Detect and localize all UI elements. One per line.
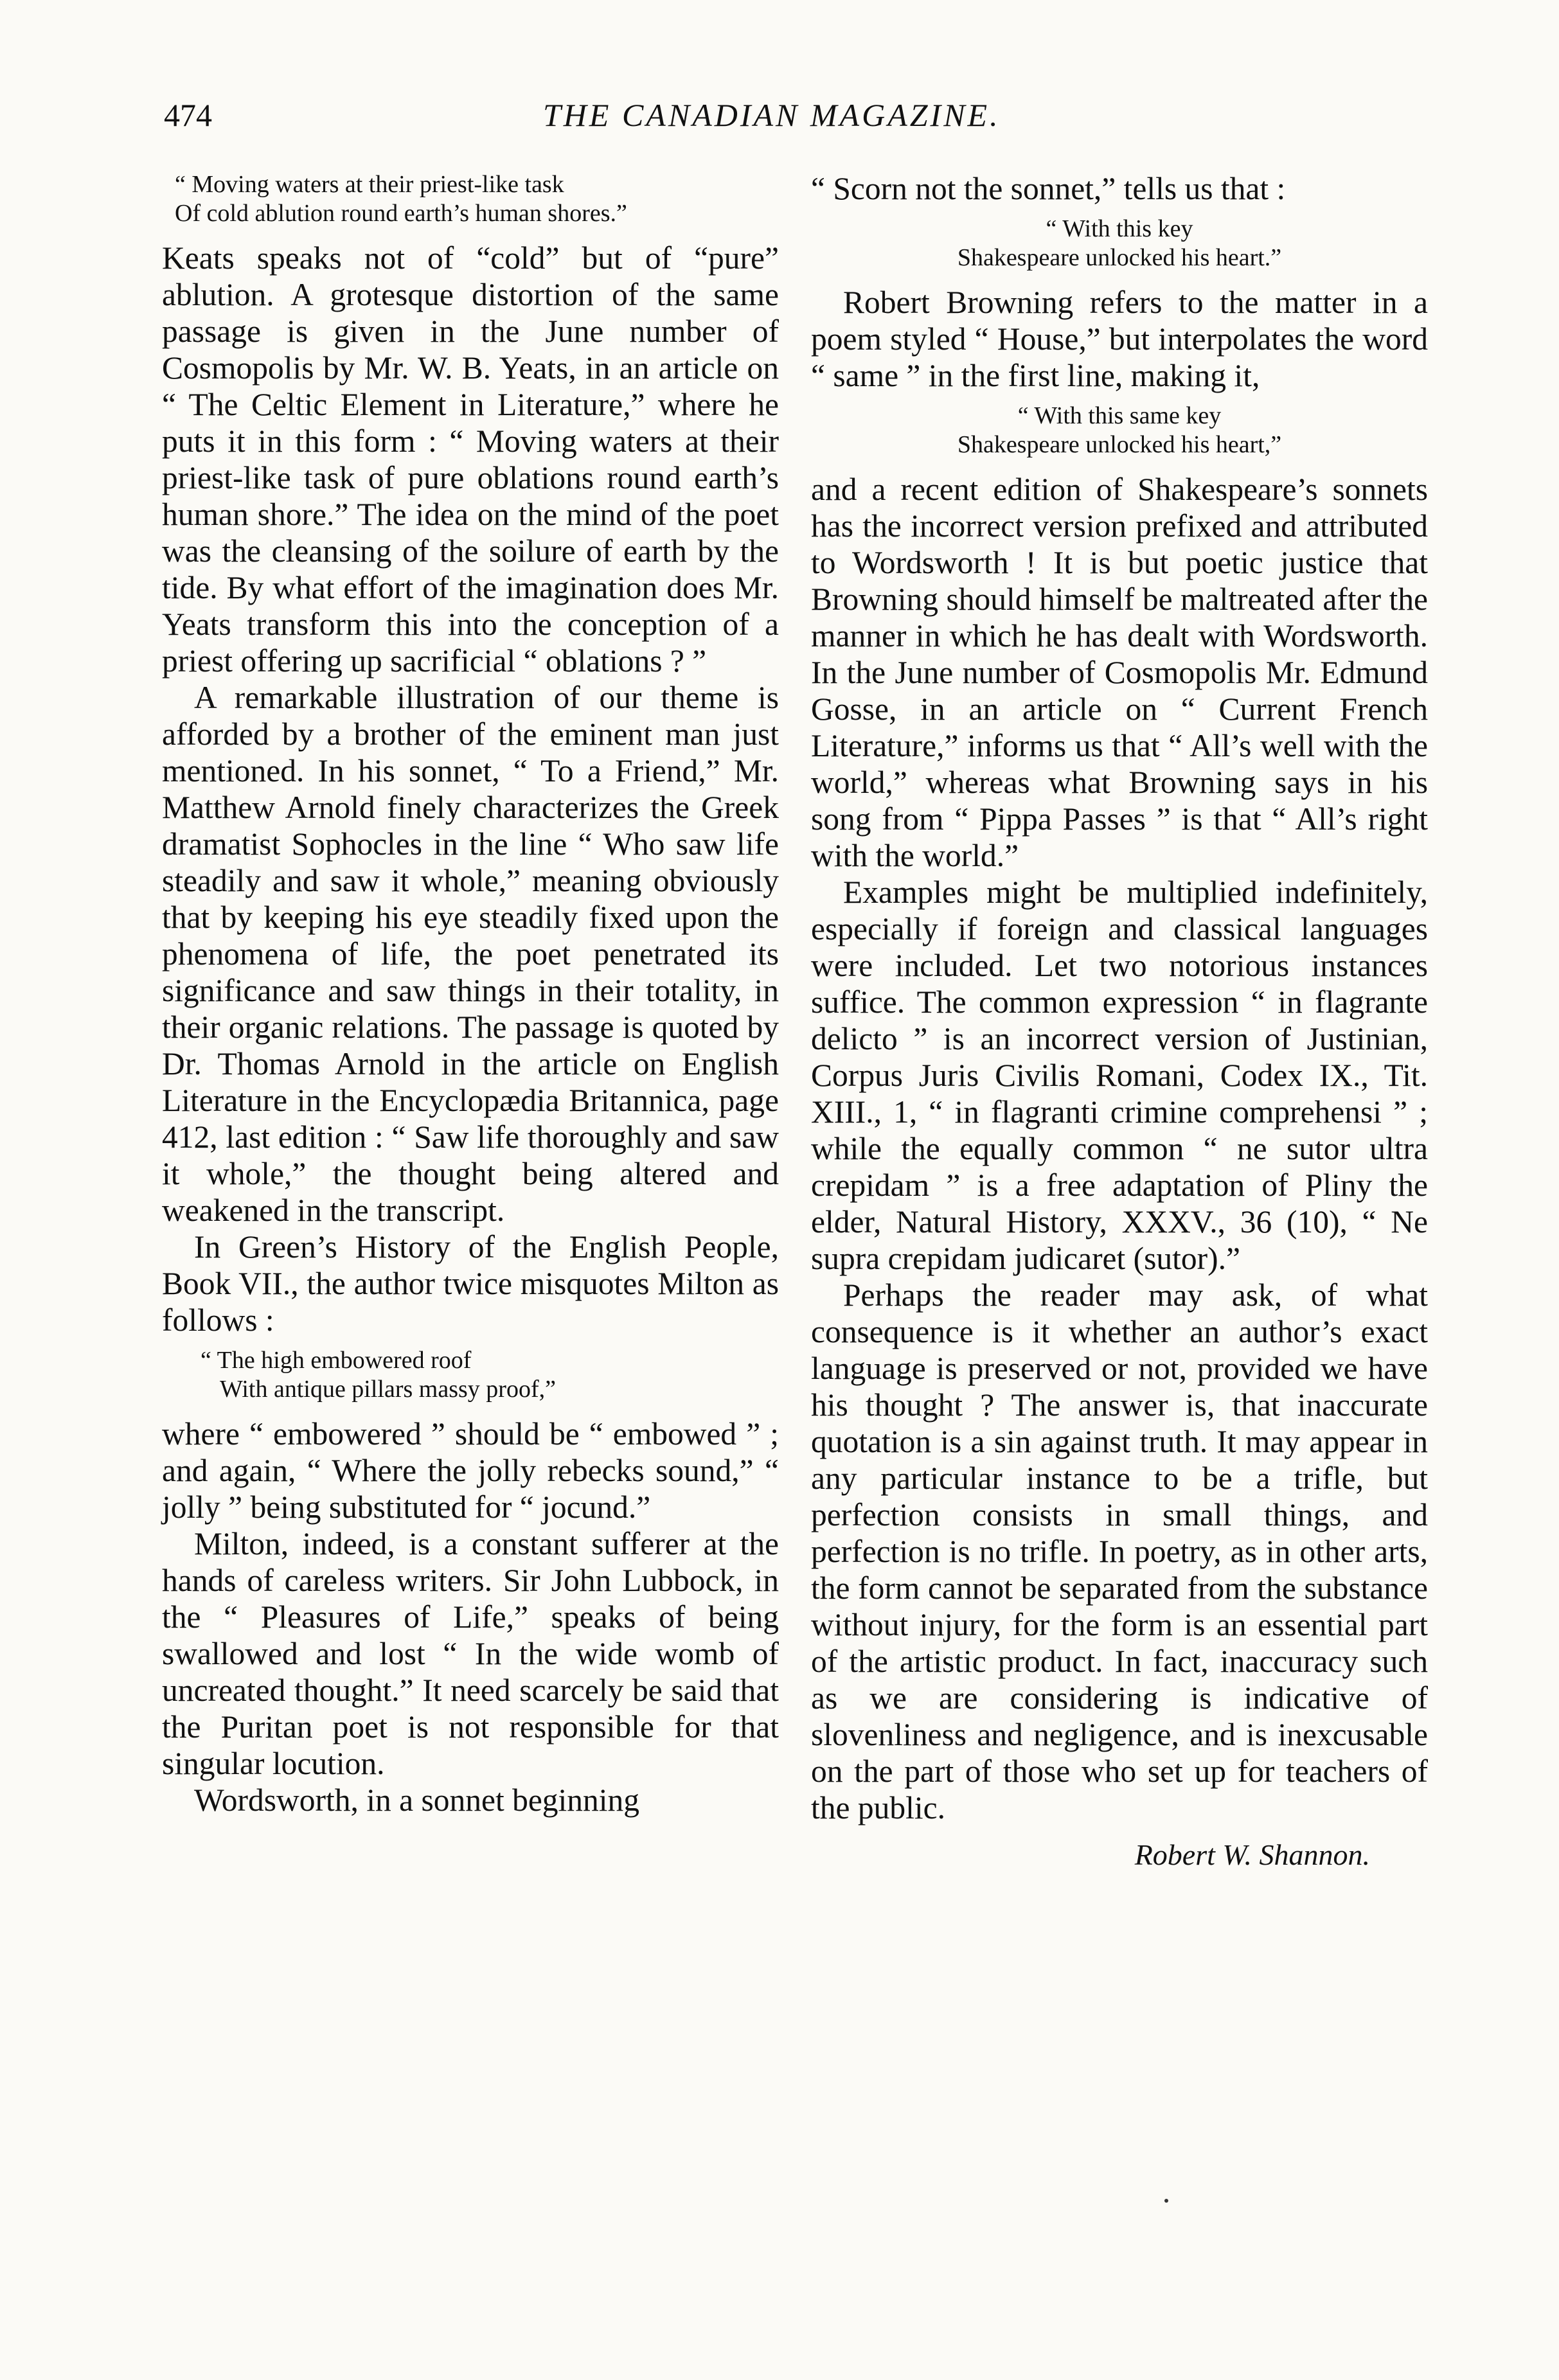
verse-line: With antique pillars massy proof,” bbox=[220, 1376, 556, 1403]
verse-quote bbox=[162, 1346, 779, 1404]
author-signature: Robert W. Shannon. bbox=[1134, 1838, 1370, 1871]
paragraph: Robert Browning refers to the matter in a poem styled “ House,” but interpolates the word “ same ” in the first line, making it, bbox=[811, 285, 1428, 393]
verse-line: Of cold ablution round earth’s human shores.” bbox=[175, 200, 627, 227]
verse-quote bbox=[811, 402, 1428, 459]
running-title: THE CANADIAN MAGAZINE. bbox=[543, 97, 1001, 133]
verse-quote bbox=[811, 215, 1428, 272]
paragraph: In Green’s History of the English People, Book VII., the author twice misquotes Milton as follows : bbox=[162, 1229, 779, 1338]
verse-line: “ Moving waters at their priest-like task bbox=[175, 171, 564, 198]
page-number: 474 bbox=[164, 97, 212, 133]
stray-dot bbox=[1164, 2199, 1168, 2203]
paragraph: Milton, indeed, is a constant sufferer at the hands of careless writers. Sir John Lubbock, in the “ Pleasures of Life,” speaks of being swallowed and lost “ In the wide womb of uncreated thought.” It need scarcely be said that the Puritan poet is not responsible for that singular locution. bbox=[162, 1526, 779, 1781]
paragraph: Perhaps the reader may ask, of what consequence is it whether an author’s exact language is preserved or not, provided we have his thought ? The answer is, that inaccurate quotation is a sin against truth. It may appear in any particular instance to be a trifle, but perfection consists in small things, and perfection is no trifle. In poetry, as in other arts, the form cannot be separated from the substance without injury, for the form is an essential part of the artistic product. In fact, inaccuracy such as we are considering is indicative of slovenliness and negligence, and is inexcusable on the part of those who set up for teachers of the public. bbox=[811, 1277, 1428, 1825]
left-column bbox=[162, 170, 779, 1818]
paragraph: “ Scorn not the sonnet,” tells us that : bbox=[811, 171, 1286, 206]
verse-line: “ With this key bbox=[1046, 215, 1193, 242]
verse-line: “ With this same key bbox=[1017, 402, 1222, 429]
paragraph: A remarkable illustration of our theme is afforded by a brother of the eminent man just mentioned. In his sonnet, “ To a Friend,” Mr. Matthew Arnold finely characterizes the Greek dramatist Sophocles in the line “ Who saw life steadily and saw it whole,” meaning obviously that by keeping his eye steadily fixed upon the phenomena of life, the poet penetrated its significance and saw things in their totality, in their organic relations. The passage is quoted by Dr. Thomas Arnold in the article on English Literature in the Encyclopædia Britannica, page 412, last edition : “ Saw life thoroughly and saw it whole,” the thought being altered and weakened in the transcript. bbox=[162, 680, 779, 1228]
paragraph: and a recent edition of Shakespeare’s sonnets has the incorrect version prefixed and attributed to Wordsworth ! It is but poetic justice that Browning should himself be maltreated after the manner in which he has dealt with Wordsworth. In the June number of Cosmopolis Mr. Edmund Gosse, in an article on “ Current French Literature,” informs us that “ All’s well with the world,” whereas what Browning says in his song from “ Pippa Passes ” is that “ All’s right with the world.” bbox=[811, 472, 1428, 873]
page-header bbox=[164, 96, 1437, 141]
verse-quote bbox=[162, 170, 779, 228]
verse-line: “ The high embowered roof bbox=[200, 1347, 472, 1374]
verse-line: Shakespeare unlocked his heart,” bbox=[957, 431, 1282, 458]
verse-line: Shakespeare unlocked his heart.” bbox=[957, 244, 1282, 271]
paragraph: Wordsworth, in a sonnet beginning bbox=[194, 1782, 640, 1818]
right-column bbox=[811, 170, 1428, 1872]
paragraph: Examples might be multiplied indefinitely, especially if foreign and classical languages were included. Let two notorious instances suffice. The common expression “ in flagrante delicto ” is an incorrect version of Justinian, Corpus Juris Civilis Romani, Codex IX., Tit. XIII., 1, “ in flagranti crimine comprehensi ” ; while the equally common “ ne sutor ultra crepidam ” is a free adaptation of Pliny the elder, Natural History, XXXV., 36 (10), “ Ne supra crepidam judicaret (sutor).” bbox=[811, 875, 1428, 1276]
paragraph: where “ embowered ” should be “ embowed ” ; and again, “ Where the jolly rebecks sound,” “ jolly ” being substituted for “ jocund.” bbox=[162, 1416, 779, 1525]
paragraph: Keats speaks not of “cold” but of “pure” ablution. A grotesque distortion of the same passage is given in the June number of Cosmopolis by Mr. W. B. Yeats, in an article on “ The Celtic Element in Literature,” where he puts it in this form : “ Moving waters at their priest-like task of pure oblations round earth’s human shore.” The idea on the mind of the poet was the cleansing of the soilure of earth by the tide. By what effort of the imagination does Mr. Yeats transform this into the conception of a priest offering up sacrificial “ oblations ? ” bbox=[162, 240, 779, 679]
